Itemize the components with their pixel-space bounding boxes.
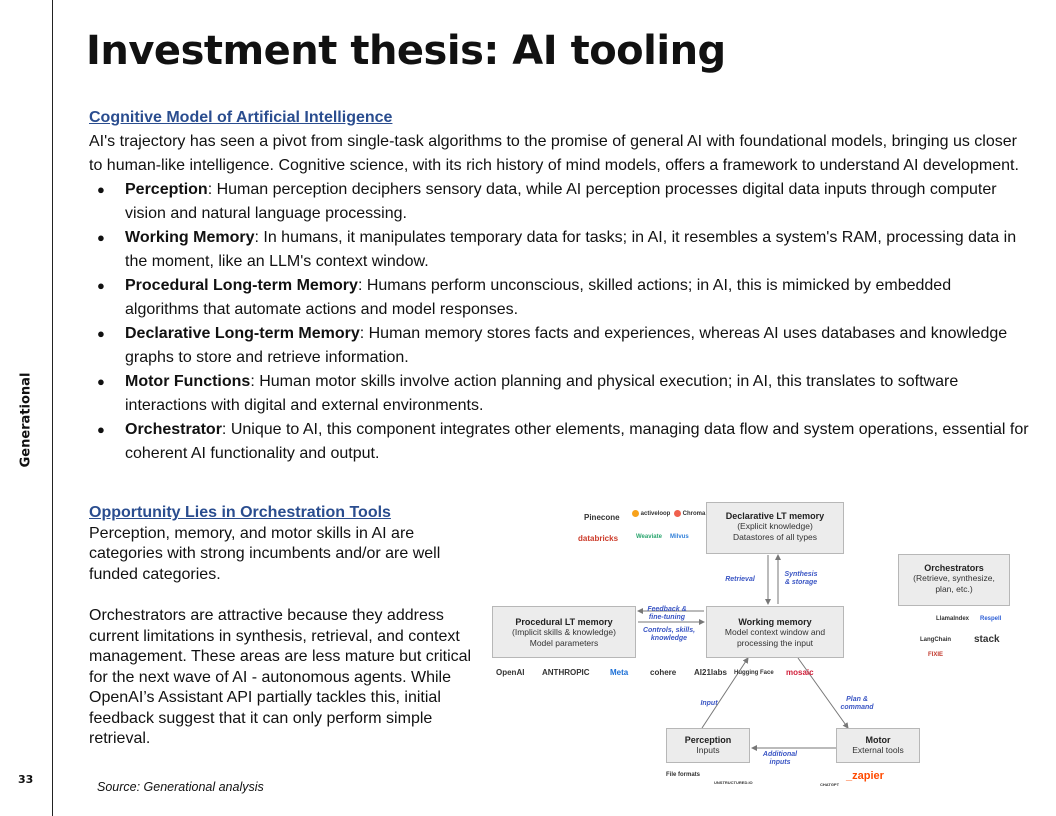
orchestration-para-1: Perception, memory, and motor skills in AI are categories with strong incumbents and/or are well funded categories. [89,524,441,583]
box-title: Orchestrators [924,563,984,573]
box-title: Declarative LT memory [725,511,825,521]
bullet-orchestrator [89,418,1029,466]
bullet-text: : In humans, it manipulates temporary data for tasks; in AI, it resembles a system's RAM, processing data in the moment, like an LLM's context window. [125,229,1017,270]
bullet-term: Perception [125,181,208,198]
label-input: Input [700,700,718,707]
box-title: Procedural LT memory [515,617,613,627]
page-number: 33 [18,773,34,786]
bullet-term: Motor Functions [125,373,251,390]
bullet-perception [89,178,1029,226]
section-cognitive-model [89,106,1029,466]
openai-logo: OpenAI [496,668,525,677]
pinecone-logo: Pinecone [584,513,620,522]
box-title: Working memory [738,617,812,627]
bullet-term: Procedural Long-term Memory [125,277,358,294]
side-rule [52,0,53,816]
bullet-working-memory [89,226,1029,274]
box-title: Motor [865,735,891,745]
box-line: (Explicit knowledge) [737,521,813,531]
section-orchestration [89,503,484,750]
label-synthesis: Synthesis & storage [784,571,818,586]
box-line: Model context window and [724,627,826,637]
bullet-text: : Humans perform unconscious, skilled actions; in AI, this is mimicked by embedded algorithms that automate actions and model responses. [125,277,952,318]
label-feedback: Feedback & fine-tuning [647,606,687,621]
unstructured-logo: UNSTRUCTURED.IO [714,780,753,785]
box-line: (Implicit skills & knowledge) [512,627,616,637]
bullet-procedural-memory [89,274,1029,322]
respell-logo: Respell [980,616,1002,622]
box-line: Inputs [696,745,720,755]
bullet-term: Working Memory [125,229,255,246]
mosaic-logo: mosaic [786,668,814,677]
cohere-logo: cohere [650,668,677,677]
box-orchestrators [898,554,1010,606]
bullet-declarative-memory [89,322,1029,370]
bullet-text: : Human memory stores facts and experiences, whereas AI uses databases and knowledge graphs to store and retrieve information. [125,325,1008,366]
label-additional: Additional inputs [762,751,798,766]
bullet-text: : Human motor skills involve action planning and physical execution; in AI, this translates to software interactions with digital and external environments. [125,373,959,414]
label-plan: Plan & command [840,696,874,711]
bullet-text: : Unique to AI, this component integrates other elements, managing data flow and system operations, essential for coherent AI functionality and output. [125,421,1029,462]
ai21-logo: AI21labs [694,668,727,677]
box-line: (Retrieve, synthesize, [913,573,995,583]
stack-logo: stack [974,634,1000,645]
cognitive-model-intro: AI's trajectory has seen a pivot from single-task algorithms to the promise of general AI with foundational models, bringing us closer to human-like intelligence. Cognitive science, with its rich history of mind models, offers a framework to understand AI development. [89,133,1019,174]
box-declarative-memory [706,502,844,554]
file-formats-label: File formats [666,772,701,778]
anthropic-logo: ANTHROPIC [542,668,590,677]
label-retrieval: Retrieval [725,576,755,583]
fixie-logo: FIXIE [928,652,944,658]
chroma-logo: Chroma [674,510,705,517]
page-title: Investment thesis: AI tooling [86,28,726,74]
bullet-term: Orchestrator [125,421,222,438]
label-controls: Controls, skills, knowledge [642,627,696,642]
box-motor [836,728,920,763]
box-line: External tools [852,745,904,755]
weaviate-logo: Weaviate [636,534,662,540]
box-title: Perception [684,735,732,745]
cognitive-model-heading[interactable]: Cognitive Model of Artificial Intelligence [89,109,393,126]
box-procedural-memory [492,606,636,658]
orchestration-para-2: Orchestrators are attractive because they address current limitations in synthesis, retrieval, and context management. These areas are less mature but critical for the next wave of AI - autonomous agents. While OpenAI’s Assistant API partially tackles this, initial feedback suggest that it can only perform simple retrieval. [89,607,472,747]
box-line: plan, etc.) [935,584,973,594]
bullet-motor-functions [89,370,1029,418]
brand-label: Generational [18,372,34,468]
meta-logo: Meta [610,668,629,677]
bullet-term: Declarative Long-term Memory [125,325,360,342]
box-line: Model parameters [529,638,599,648]
databricks-logo: databricks [578,534,619,543]
box-perception [666,728,750,763]
brand-vertical [6,370,46,470]
llamaindex-logo: LlamaIndex [936,616,970,622]
box-line: processing the input [736,638,814,648]
chatgpt-logo: CHATGPT [820,782,840,787]
zapier-logo: _zapier [846,770,884,782]
langchain-logo: LangChain [920,637,951,643]
bullet-text: : Human perception deciphers sensory data, while AI perception processes digital data inputs through computer vision and natural language processing. [125,181,997,222]
cognitive-bullets [89,178,1029,466]
box-line: Datastores of all types [732,532,818,542]
activeloop-logo: activeloop [632,510,670,517]
milvus-logo: Milvus [670,534,689,540]
cognitive-architecture-diagram [490,498,1030,793]
orchestration-heading[interactable]: Opportunity Lies in Orchestration Tools [89,504,391,521]
source-note: Source: Generational analysis [97,780,264,794]
box-working-memory [706,606,844,658]
huggingface-logo: Hugging Face [734,670,774,676]
